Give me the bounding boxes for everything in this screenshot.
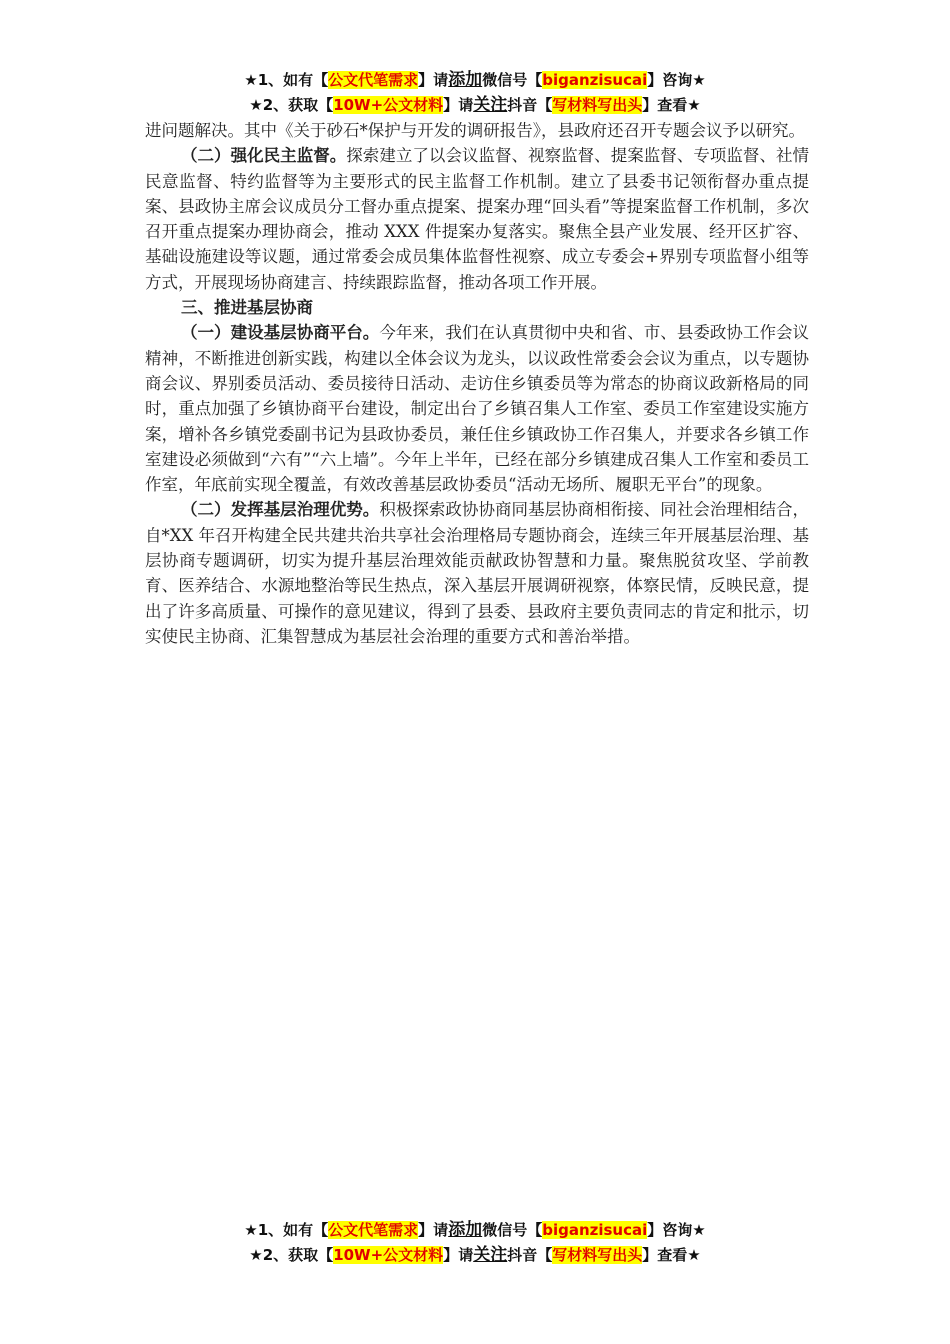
promo-emphasis: 关注 [473, 1245, 508, 1265]
promo-text: 微信号【 [482, 71, 543, 89]
promo-text: ★2、获取【 [249, 1246, 334, 1264]
promo-text: 】请 [418, 1221, 449, 1239]
paragraph-continuation: 进问题解决。其中《关于砂石*保护与开发的调研报告》，县政府还召开专题会议予以研究。 [145, 121, 805, 140]
paragraph-grassroots-governance [145, 497, 809, 649]
promo-emphasis: 添加 [448, 1220, 483, 1240]
promo-text: ★1、如有【 [244, 1221, 329, 1239]
promo-text: 】查看★ [642, 1246, 701, 1264]
footer-promo-line-2 [0, 1243, 950, 1267]
promo-text: 】咨询★ [647, 71, 706, 89]
section-title-grassroots: 三、推进基层协商 [181, 298, 313, 318]
promo-text: ★2、获取【 [249, 96, 334, 114]
promo-douyin-id: 写材料写出头 [552, 96, 643, 114]
promo-text: 】咨询★ [647, 1221, 706, 1239]
section-heading: （二）强化民主监督。 [181, 146, 347, 166]
promo-text: 】请 [443, 96, 474, 114]
header-promo-line-1 [0, 68, 950, 92]
promo-highlight: 10W+公文材料 [333, 1246, 444, 1264]
paragraph-grassroots-platform [145, 320, 809, 497]
promo-text: 】请 [443, 1246, 474, 1264]
promo-douyin-id: 写材料写出头 [552, 1246, 643, 1264]
promo-highlight: 公文代笔需求 [328, 71, 419, 89]
promo-wechat-id: biganzisucai [542, 71, 648, 89]
section-heading: （一）建设基层协商平台。 [181, 323, 380, 343]
paragraph-text: 探索建立了以会议监督、视察监督、提案监督、专项监督、社情民意监督、特约监督等为主要形式的民主监督工作机制。建立了县委书记领衔督办重点提案、县政协主席会议成员分工督办重点提案、提案办理“回头看”等提案监督工作机制，多次召开重点提案办理协商会，推动 XXX 件提案办复落实。聚焦全县产业发展、经开区扩容、基础设施建设等议题，通过常委会成员集体监督性视察、成立专委会+界别专项监督小组等方式，开展现场协商建言、持续跟踪监督，推动各项工作开展。 [145, 146, 810, 292]
header-promo-line-2 [0, 93, 950, 117]
promo-text: 抖音【 [507, 1246, 553, 1264]
paragraph-text: 积极探索政协协商同基层协商相衔接、同社会治理相结合，自*XX 年召开构建全民共建共治共享社会治理格局专题协商会，连续三年开展基层治理、基层协商专题调研，切实为提升基层治理效能贡献政协智慧和力量。聚焦脱贫攻坚、学前教育、医养结合、水源地整治等民生热点，深入基层开展调研视察，体察民情，反映民意，提出了许多高质量、可操作的意见建议，得到了县委、县政府主要负责同志的肯定和批示，切实使民主协商、汇集智慧成为基层社会治理的重要方式和善治举措。 [145, 500, 810, 646]
paragraph-text: 今年来，我们在认真贯彻中央和省、市、县委政协工作会议精神，不断推进创新实践，构建以全体会议为龙头，以议政性常委会会议为重点，以专题协商会议、界别委员活动、委员接待日活动、走访住乡镇委员等为常态的协商议政新格局的同时，重点加强了乡镇协商平台建设，制定出台了乡镇召集人工作室、委员工作室建设实施方案，增补各乡镇党委副书记为县政协委员，兼任住乡镇政协工作召集人，并要求各乡镇工作室建设必须做到“六有”“六上墙”。今年上半年，已经在部分乡镇建成召集人工作室和委员工作室，年底前实现全覆盖，有效改善基层政协委员“活动无场所、履职无平台”的现象。 [145, 323, 810, 495]
document-body [145, 118, 809, 649]
promo-wechat-id: biganzisucai [542, 1221, 648, 1239]
promo-text: 】查看★ [642, 96, 701, 114]
promo-highlight: 公文代笔需求 [328, 1221, 419, 1239]
promo-emphasis: 添加 [448, 70, 483, 90]
section-heading: （二）发挥基层治理优势。 [181, 500, 380, 520]
footer-promo-line-1 [0, 1218, 950, 1242]
promo-emphasis: 关注 [473, 95, 508, 115]
paragraph-democratic-supervision [145, 143, 809, 295]
promo-text: 】请 [418, 71, 449, 89]
promo-highlight: 10W+公文材料 [333, 96, 444, 114]
promo-text: ★1、如有【 [244, 71, 329, 89]
promo-text: 微信号【 [482, 1221, 543, 1239]
promo-text: 抖音【 [507, 96, 553, 114]
